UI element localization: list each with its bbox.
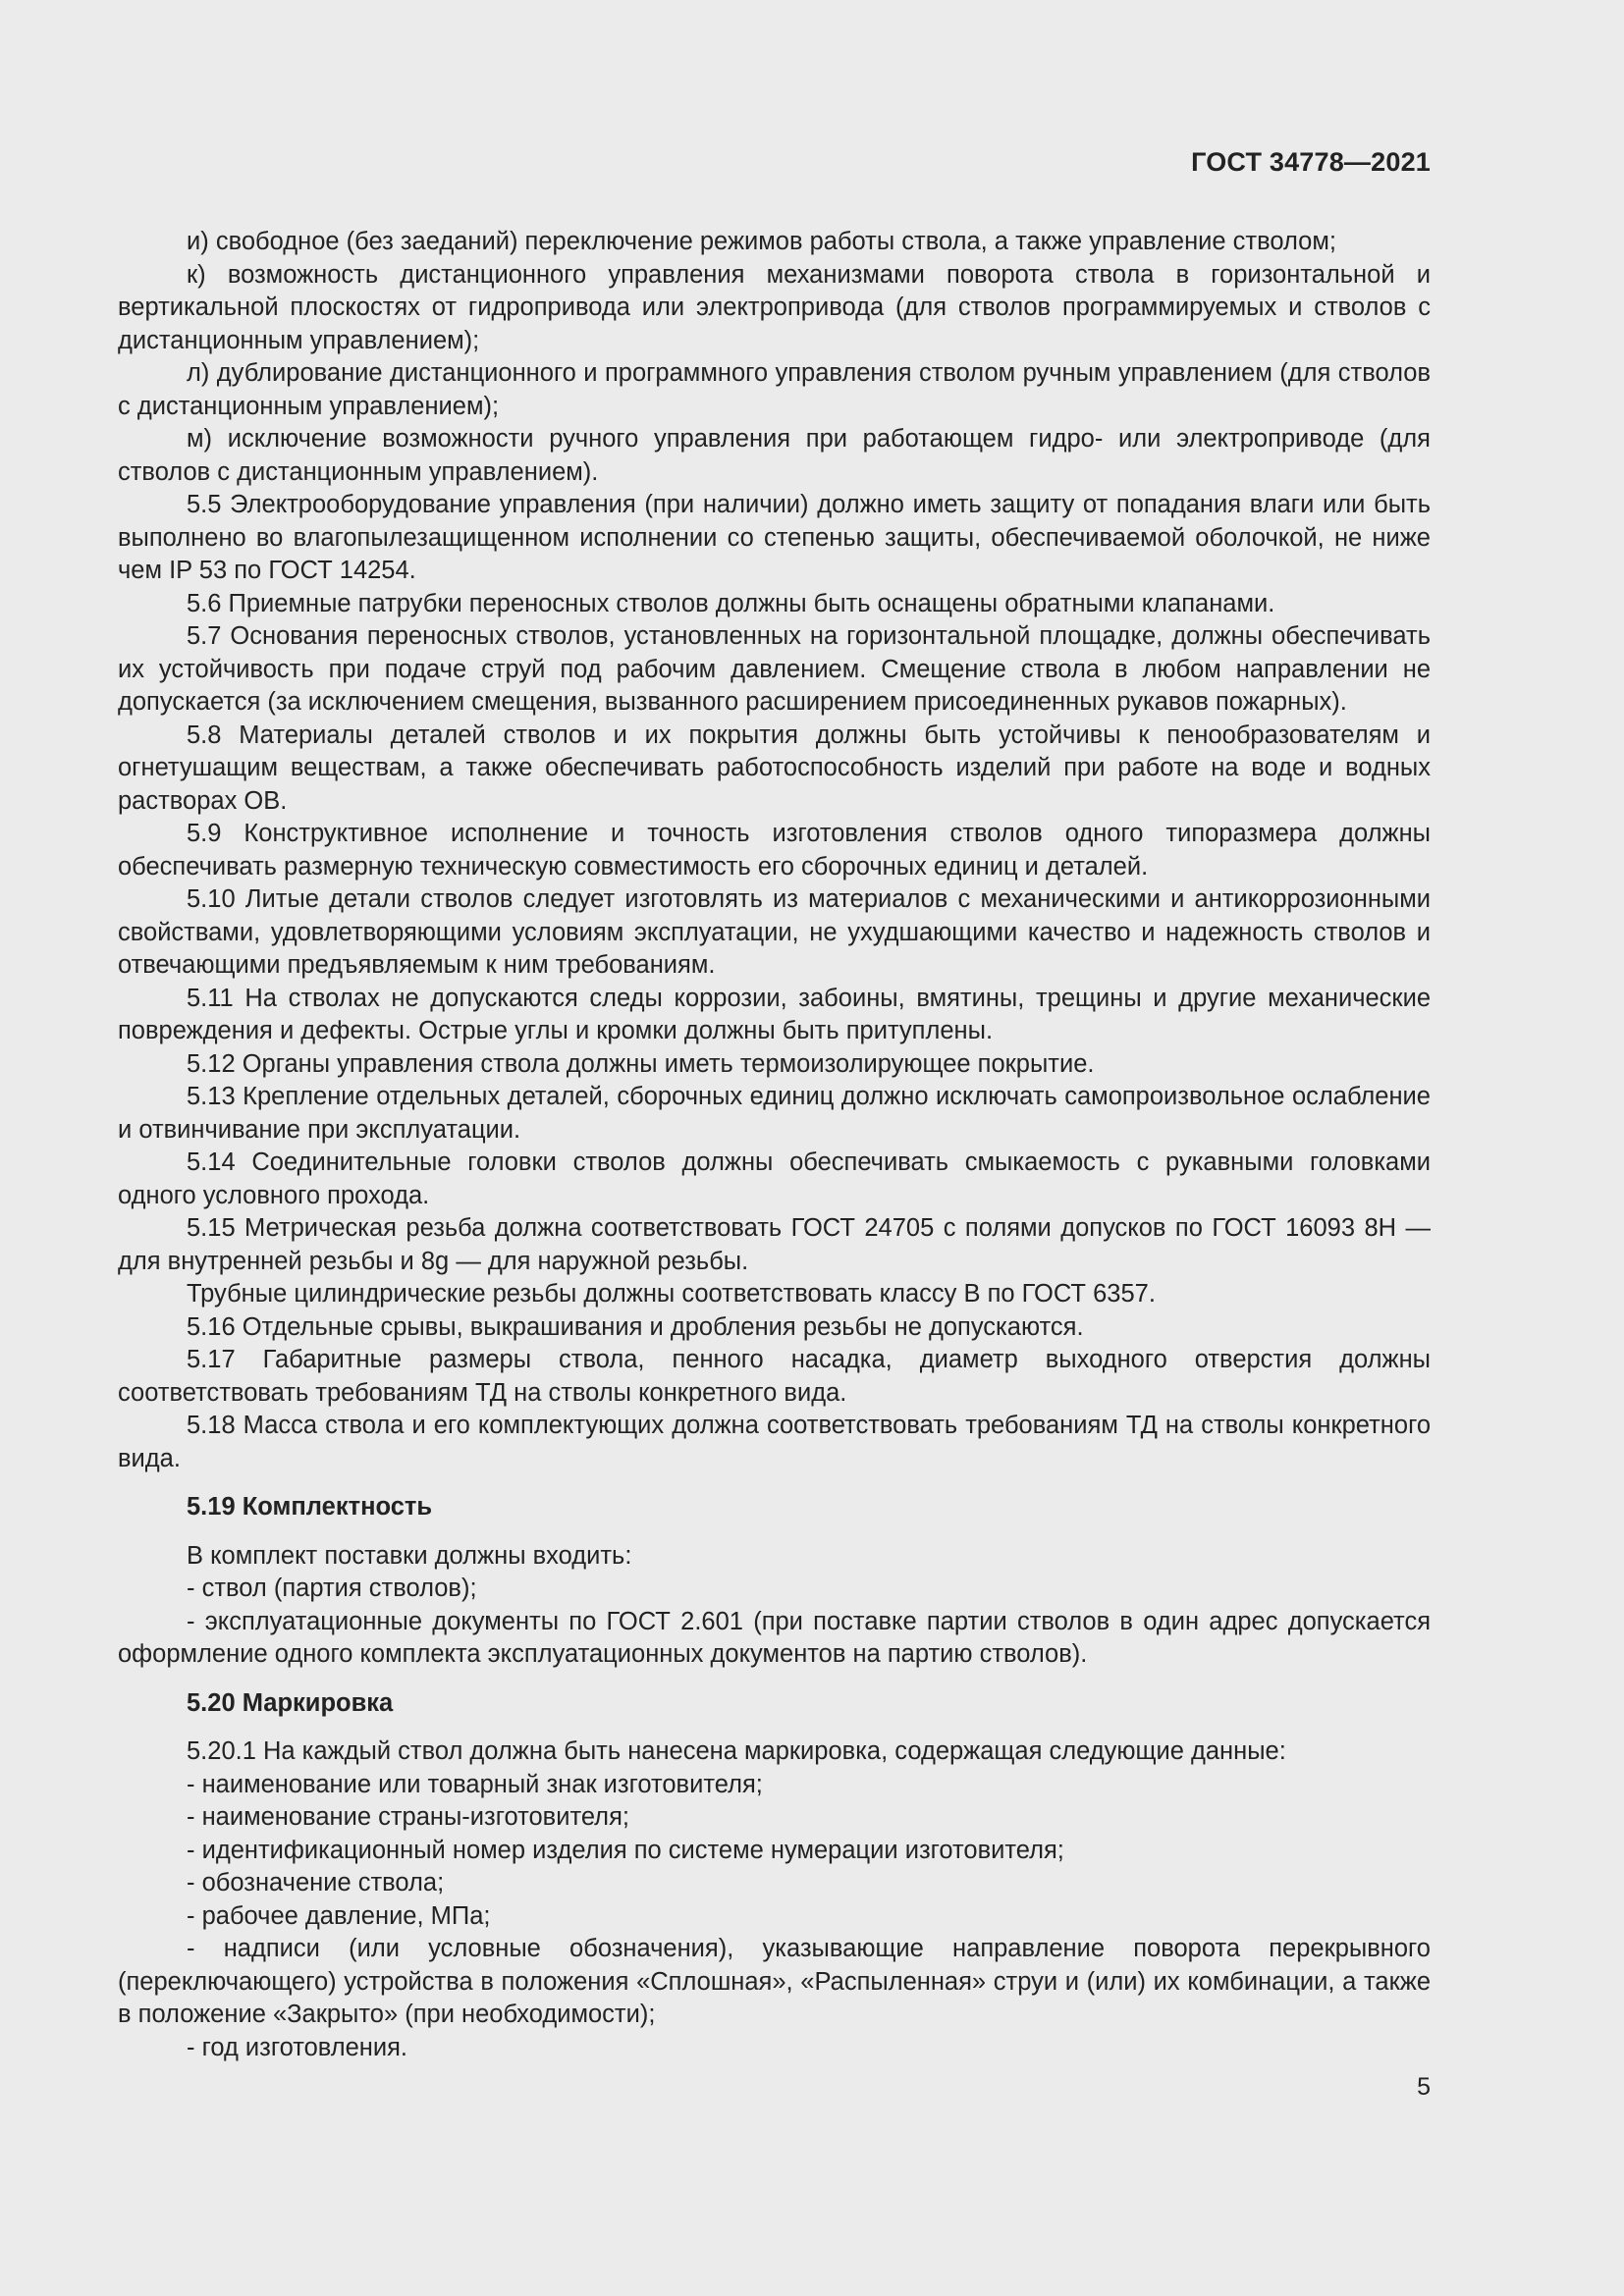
paragraph: и) свободное (без заеданий) переключение режимов работы ствола, а также управление стволом; xyxy=(187,228,1336,255)
paragraph: Трубные цилиндрические резьбы должны соответствовать классу В по ГОСТ 6357. xyxy=(187,1280,1156,1308)
paragraph: 5.13 Крепление отдельных деталей, сборочных единиц должно исключать самопроизвольное ослабление и отвинчивание при эксплуатации. xyxy=(118,1083,1431,1144)
paragraph: 5.17 Габаритные размеры ствола, пенного насадка, диаметр выходного отверстия должны соответствовать требованиям ТД на стволы конкретного вида. xyxy=(118,1346,1431,1407)
paragraph: 5.18 Масса ствола и его комплектующих должна соответствовать требованиям ТД на стволы конкретного вида. xyxy=(118,1412,1431,1472)
paragraph: 5.9 Конструктивное исполнение и точность изготовления стволов одного типоразмера должны обеспечивать размерную техническую совместимость его сборочных единиц и деталей. xyxy=(118,820,1431,881)
document-body xyxy=(118,226,1431,2064)
section-heading: 5.19 Комплектность xyxy=(187,1493,433,1521)
paragraph: 5.7 Основания переносных стволов, установленных на горизонтальной площадке, должны обеспечивать их устойчивость при подаче струй под рабочим давлением. Смещение ствола в любом направлении не допускается (за исключением смещения, вызванного расширением присоединенных рукавов пожарных). xyxy=(118,622,1431,716)
paragraph: - идентификационный номер изделия по системе нумерации изготовителя; xyxy=(187,1836,1064,1864)
document-code: ГОСТ 34778—2021 xyxy=(1191,147,1431,177)
paragraph: л) дублирование дистанционного и программного управления стволом ручным управлением (для стволов с дистанционным управлением); xyxy=(118,359,1431,420)
paragraph: В комплект поставки должны входить: xyxy=(187,1541,632,1570)
paragraph: - надписи (или условные обозначения), указывающие направление поворота перекрывного (переключающего) устройства в положения «Сплошная», «Распыленная» струи и (или) их комбинации, а также в положение «Закрыто» (при необходимости); xyxy=(118,1935,1431,2028)
paragraph: - наименование страны-изготовителя; xyxy=(187,1803,629,1831)
paragraph: - эксплуатационные документы по ГОСТ 2.601 (при поставке партии стволов в один адрес допускается оформление одного комплекта эксплуатационных документов на партию стволов). xyxy=(118,1607,1431,1668)
section-heading: 5.20 Маркировка xyxy=(187,1688,394,1717)
paragraph: 5.15 Метрическая резьба должна соответствовать ГОСТ 24705 с полями допусков по ГОСТ 16093 8Н — для внутренней резьбы и 8g — для наружной резьбы. xyxy=(118,1214,1431,1275)
paragraph: 5.20.1 На каждый ствол должна быть нанесена маркировка, содержащая следующие данные: xyxy=(187,1737,1286,1765)
paragraph: - рабочее давление, МПа; xyxy=(187,1901,491,1930)
paragraph: м) исключение возможности ручного управления при работающем гидро- или электроприводе (для стволов с дистанционным управлением). xyxy=(118,425,1431,486)
paragraph: - ствол (партия стволов); xyxy=(187,1575,477,1602)
paragraph: 5.11 На стволах не допускаются следы коррозии, забоины, вмятины, трещины и другие механические повреждения и дефекты. Острые углы и кромки должны быть притуплены. xyxy=(118,984,1431,1044)
paragraph: 5.8 Материалы деталей стволов и их покрытия должны быть устойчивы к пенообразователям и огнетушащим веществам, а также обеспечивать работоспособность изделий при работе на воде и водных растворах ОВ. xyxy=(118,721,1431,815)
paragraph: 5.5 Электрооборудование управления (при наличии) должно иметь защиту от попадания влаги или быть выполнено во влагопылезащищенном исполнении со степенью защиты, обеспечиваемой оболочкой, не ниже чем IP 53 по ГОСТ 14254. xyxy=(118,491,1431,584)
paragraph: - год изготовления. xyxy=(187,2033,408,2061)
paragraph: - обозначение ствола; xyxy=(187,1869,445,1896)
paragraph: 5.6 Приемные патрубки переносных стволов должны быть оснащены обратными клапанами. xyxy=(187,589,1275,617)
paragraph: 5.10 Литые детали стволов следует изготовлять из материалов с механическими и антикоррозионными свойствами, удовлетворяющими условиям эксплуатации, не ухудшающими качество и надежность стволов и отвечающими предъявляемым к ним требованиям. xyxy=(118,885,1431,979)
paragraph: 5.14 Соединительные головки стволов должны обеспечивать смыкаемость с рукавными головками одного условного прохода. xyxy=(118,1148,1431,1209)
page-number: 5 xyxy=(1417,2073,1431,2101)
paragraph: 5.12 Органы управления ствола должны иметь термоизолирующее покрытие. xyxy=(187,1049,1095,1078)
paragraph: - наименование или товарный знак изготовителя; xyxy=(187,1770,763,1798)
paragraph: 5.16 Отдельные срывы, выкрашивания и дробления резьбы не допускаются. xyxy=(187,1312,1084,1341)
paragraph: к) возможность дистанционного управления механизмами поворота ствола в горизонтальной и вертикальной плоскостях от гидропривода или электропривода (для стволов программируемых и стволов с дистанционным управлением); xyxy=(118,260,1431,354)
